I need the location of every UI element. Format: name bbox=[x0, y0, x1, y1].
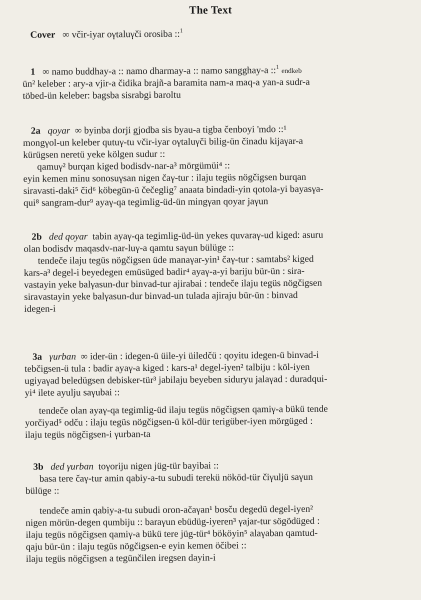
section-2b-line-5: vastayin yeke balγasun-dur binvad-tur ajirabai : tendeče ilaju tegüs nögčigsen bbox=[23, 277, 323, 291]
section-2a-text: ∞ byinba dorji gjodba sis byau-a tigba čenboyi 'mdo ::¹ bbox=[74, 124, 287, 137]
section-2a-line-3: kürügsen neretü yeke kölgen sudur :: bbox=[23, 148, 166, 161]
section-3b-line-3: bülüge :: bbox=[25, 485, 60, 497]
section-2b-line-7: idegen-i bbox=[24, 303, 56, 315]
cover-label: Cover bbox=[30, 29, 56, 41]
section-2b-line-3: tendeče ilaju tegüs nögčigsen üde manaγar-yin¹ čaγ-tur : samtabs² kiged bbox=[37, 253, 314, 267]
section-2b-label: 2b bbox=[31, 231, 42, 243]
section-2a-line-5: eyin kemen minu sonosuγsan nigen čaγ-tur : ilaju tegüs nögčigsen burqan bbox=[23, 171, 307, 185]
section-3b-line-7: qaju bür-ün : ilaju tegüs nögčigsen-e eyin kemen öčibei :: bbox=[25, 540, 247, 553]
section-2a-line-4: qamuγ² burqan kiged bodisdv-nar-a³ mörgümüi⁴ :: bbox=[37, 160, 231, 173]
section-3b-text: toγoriju nigen jüg-tür bayibai :: bbox=[98, 460, 219, 473]
section-1-line-2: ün² keleber : ary-a vjir-a čidika brajñ-a baramita nam-a maq-a yan-a sudr-a bbox=[22, 76, 310, 90]
section-3b-line-8: ilaju tegüs nögčigsen a tegünčilen iregsen dayin-i bbox=[25, 552, 216, 565]
section-2b-text: tabin ayaγ-qa tegimlig-üd-ün yekes quvaraγ-ud kiged: asuru bbox=[92, 229, 324, 243]
page-title: The Text bbox=[189, 4, 233, 17]
section-3a-line-6: yorčiyad⁵ odču : ilaju tegüs nögčigsen-ü köl-dür terigüber-iyen mörgüged : bbox=[24, 415, 313, 429]
section-2b-head: ded qoyar bbox=[48, 231, 88, 243]
section-3a-line-5: tendeče olan ayaγ-qa tegimlig-üd ilaju tegüs nögčigsen qamiγ-a bükü tende bbox=[38, 403, 328, 417]
section-3a-line-4: yi⁴ ilete ayulju saγubai :: bbox=[24, 387, 120, 399]
section-2b-line-6: siravastayin yeke balγasun-dur binvad-un tulada ajiraju bür-ün : binvad bbox=[24, 289, 298, 303]
section-1-text: ∞ namo buddhay-a :: namo dharmay-a :: namo sangghay-a :: bbox=[42, 65, 277, 78]
section-2a-line-1 bbox=[31, 124, 287, 137]
section-1-line-3: töbed-ün keleber: bagsba sisrabgi baroltu bbox=[22, 89, 181, 102]
section-3b-line-4: tendeče amin qabiy-a-tu subudi oron-ačaγan¹ bosču degedü degel-iyen² bbox=[39, 503, 314, 517]
section-3b-line-2: basa tere čaγ-tur amin qabiy-a-tu subudi terekü nököd-tür čiγuljü saγun bbox=[39, 471, 313, 485]
section-3a-head: γurban bbox=[49, 351, 77, 363]
section-3a-line-3: ugiyaγad beledügsen debisker-tür³ jabilaju beyeben siduryu jalaγad : duradqui- bbox=[24, 373, 328, 387]
section-3a-text: ∞ ider-ün : idegen-ü üile-yi üiledčü : qoyitu idegen-ü binvad-i bbox=[80, 349, 319, 363]
section-2a-line-6: siravasti-daki⁵ čid⁶ köbegün-ü čečeglig⁷ anaata bindadi-yin qotola-yi bayasγa- bbox=[23, 183, 324, 197]
section-2a-label: 2a bbox=[30, 125, 41, 137]
section-1-note: 1 bbox=[276, 64, 280, 71]
cover-note: 1 bbox=[179, 28, 183, 35]
section-3a-label: 3a bbox=[32, 351, 43, 363]
section-3a-line-1 bbox=[32, 350, 319, 363]
section-3b-label: 3b bbox=[33, 461, 44, 473]
section-1-tail: endkeb bbox=[281, 66, 302, 76]
section-2a-line-7: qui⁸ sangram-dur⁹ ayaγ-qa tegimlig-üd-ün mingγan qoyar jaγun bbox=[23, 196, 269, 209]
section-2a-line-2: mongγol-un keleber qutuγ-tu včir-iyar oγtaluγči bilig-ün činadu kijaγar-a bbox=[22, 135, 304, 149]
cover-text: ∞ včir-iyar oγtaluγči orosiba :: bbox=[62, 28, 180, 41]
section-3a-line-2: tebčigsen-ü tula : badir ayaγ-a kiged : kars-a¹ degel-iyen² talbiju : köl-iyen bbox=[24, 361, 310, 375]
cover-line bbox=[30, 29, 183, 41]
section-3b-line-6: ilaju tegüs nögčigsen qamiγ-a bükü tere jüg-tür⁴ bököyin⁵ alaγaban qamtud- bbox=[25, 527, 318, 541]
section-2b-line-4: kars-a³ degel-i beyedegen emüsüged badir⁴ ayaγ-a-yi bariju bür-ün : sira- bbox=[23, 265, 305, 279]
section-3b-line-1 bbox=[33, 460, 219, 472]
section-3b-line-5: nigen mörün-degen qumbiju :: baraγun ebüdüg-iyeren³ γajar-tur sögödüged : bbox=[25, 515, 320, 529]
section-2b-line-1 bbox=[32, 230, 324, 243]
section-3b-head: ded γurban bbox=[50, 461, 94, 473]
section-3a-line-7: ilaju tegüs nögčigsen-i γurban-ta bbox=[25, 428, 151, 441]
section-2b-line-2: olan bodisdv maqasdv-nar-luγ-a qamtu saγun bülüge :: bbox=[23, 242, 235, 255]
section-2a-head: qoyar bbox=[47, 125, 71, 137]
section-1-number: 1 bbox=[30, 66, 36, 78]
